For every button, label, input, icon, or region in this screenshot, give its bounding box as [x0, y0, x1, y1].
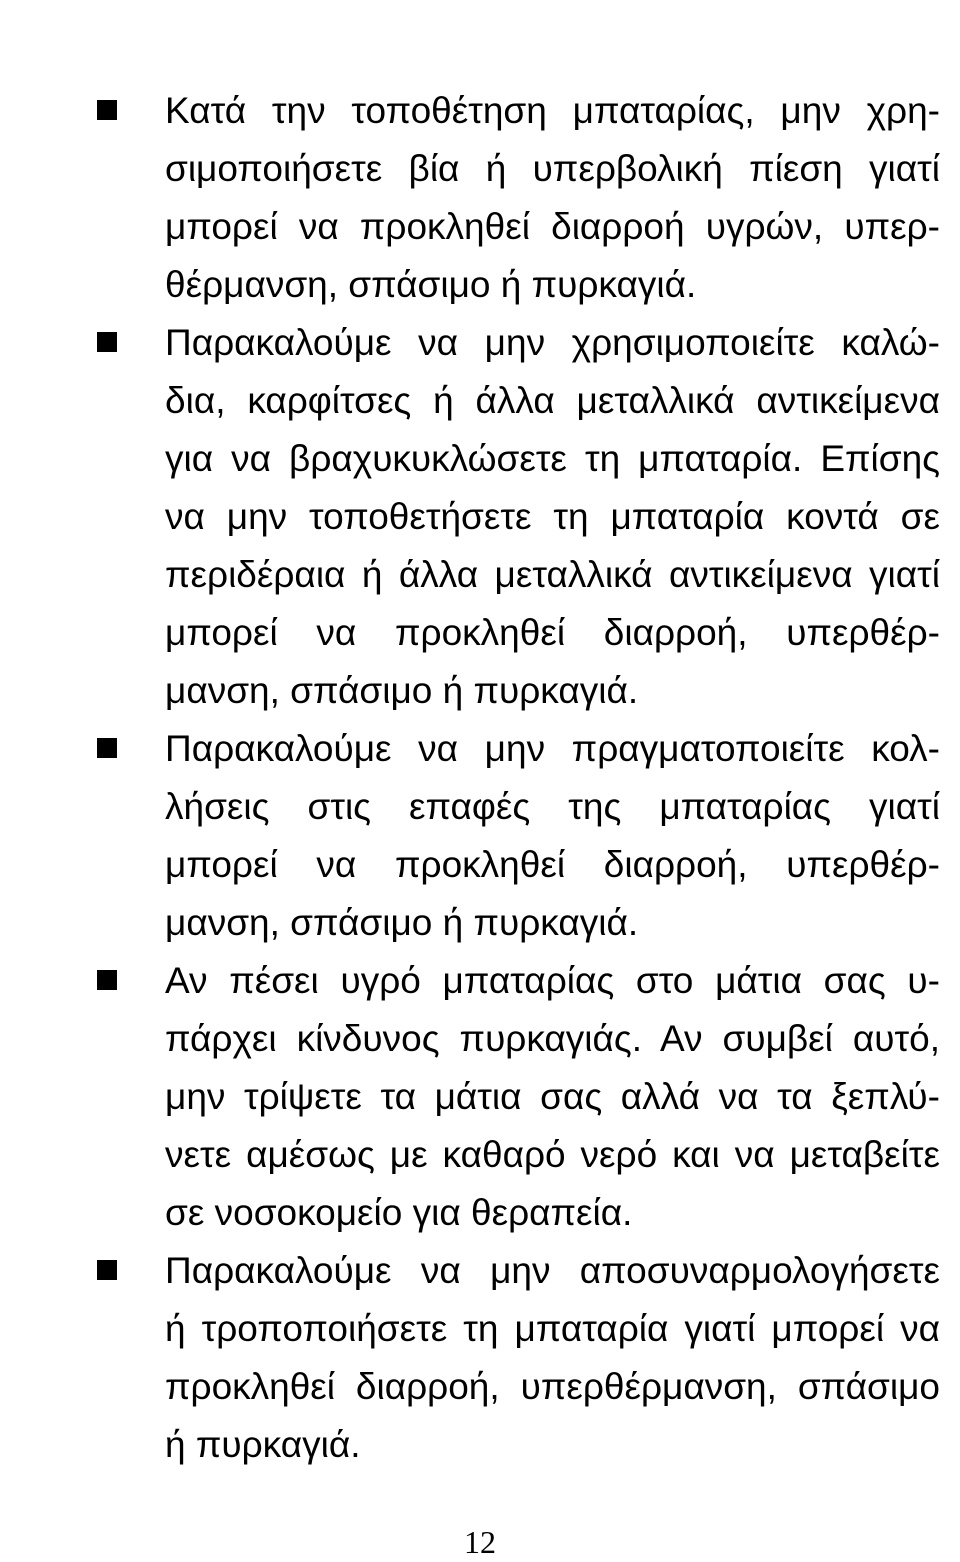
bullet-5-line-2: ή τροποποιήσετε τη μπαταρία γιατί μπορεί να: [165, 1308, 940, 1349]
bullet-5-line-3: προκληθεί διαρροή, υπερθέρμανση, σπάσιμο: [165, 1366, 940, 1407]
bullet-2-line-5: περιδέραια ή άλλα μεταλλικά αντικείμενα γιατί: [165, 554, 940, 595]
bullet-4-line-2: πάρχει κίνδυνος πυρκαγιάς. Αν συμβεί αυτό,: [165, 1018, 940, 1059]
bullet-4-line-5: σε νοσοκομείο για θεραπεία.: [165, 1192, 633, 1233]
bullet-4-line-1: Αν πέσει υγρό μπαταρίας στο μάτια σας υ-: [165, 960, 940, 1001]
bullet-2-line-1: Παρακαλούμε να μην χρησιμοποιείτε καλώ-: [165, 322, 940, 363]
bullet-1-line-3: μπορεί να προκληθεί διαρροή υγρών, υπερ-: [165, 206, 940, 247]
bullet-1-line-1: Κατά την τοποθέτηση μπαταρίας, μην χρη-: [165, 90, 940, 131]
bullet-square-icon: [97, 100, 117, 120]
bullet-square-icon: [97, 332, 117, 352]
bullet-2-line-3: για να βραχυκυκλώσετε τη μπαταρία. Επίσης: [165, 438, 940, 479]
bullet-4-line-3: μην τρίψετε τα μάτια σας αλλά να τα ξεπλύ-: [165, 1076, 940, 1117]
bullet-2-line-7: μανση, σπάσιμο ή πυρκαγιά.: [165, 670, 639, 711]
bullet-5-line-1: Παρακαλούμε να μην αποσυναρμολογήσετε: [165, 1250, 940, 1291]
bullet-3-line-3: μπορεί να προκληθεί διαρροή, υπερθέρ-: [165, 844, 940, 885]
bullet-square-icon: [97, 970, 117, 990]
bullet-1-line-2: σιμοποιήσετε βία ή υπερβολική πίεση γιατί: [165, 148, 940, 189]
page-number: 12: [464, 1524, 496, 1560]
bullet-3-line-2: λήσεις στις επαφές της μπαταρίας γιατί: [165, 786, 940, 827]
bullet-1-line-4: θέρμανση, σπάσιμο ή πυρκαγιά.: [165, 264, 697, 305]
bullet-2-line-2: δια, καρφίτσες ή άλλα μεταλλικά αντικείμενα: [165, 380, 940, 421]
bullet-2-line-4: να μην τοποθετήσετε τη μπαταρία κοντά σε: [165, 496, 940, 537]
bullet-3-line-4: μανση, σπάσιμο ή πυρκαγιά.: [165, 902, 639, 943]
bullet-square-icon: [97, 738, 117, 758]
bullet-3-line-1: Παρακαλούμε να μην πραγματοποιείτε κολ-: [165, 728, 940, 769]
bullet-5-line-4: ή πυρκαγιά.: [165, 1424, 361, 1465]
bullet-2-line-6: μπορεί να προκληθεί διαρροή, υπερθέρ-: [165, 612, 940, 653]
bullet-square-icon: [97, 1260, 117, 1280]
bullet-4-line-4: νετε αμέσως με καθαρό νερό και να μεταβείτε: [165, 1134, 940, 1175]
